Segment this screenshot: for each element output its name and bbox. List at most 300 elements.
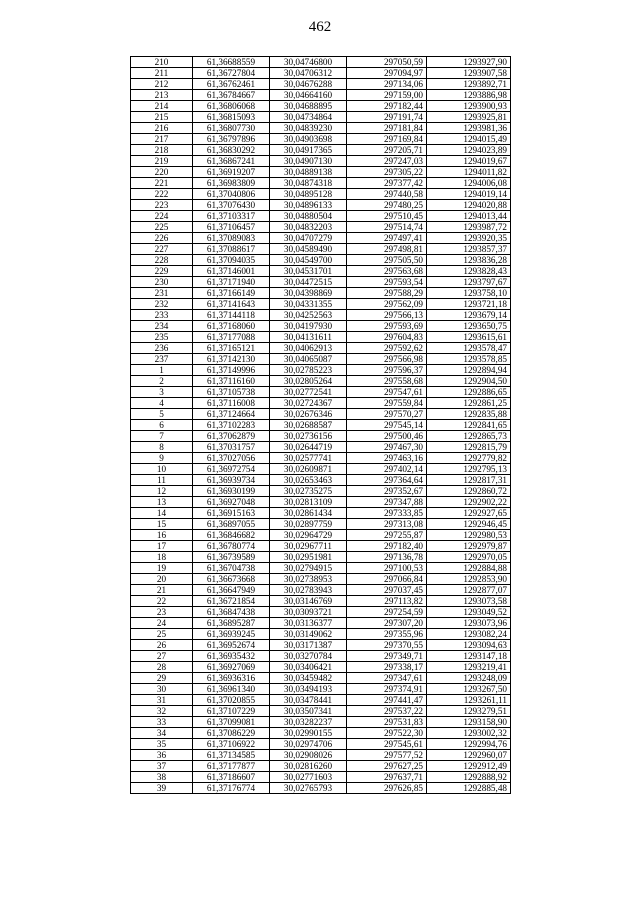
table-row — [131, 508, 511, 519]
table-row — [131, 486, 511, 497]
y-coordinate-cell: 1292817,31 — [427, 475, 511, 486]
point-number-cell: 14 — [131, 508, 193, 519]
latitude-cell: 61,37020855 — [193, 695, 270, 706]
latitude-cell: 61,37168060 — [193, 321, 270, 332]
longitude-cell: 30,04197930 — [270, 321, 347, 332]
x-coordinate-cell: 297254,59 — [347, 607, 427, 618]
x-coordinate-cell: 297522,30 — [347, 728, 427, 739]
longitude-cell: 30,02805264 — [270, 376, 347, 387]
latitude-cell: 61,37076430 — [193, 200, 270, 211]
table-row — [131, 596, 511, 607]
table-row — [131, 761, 511, 772]
latitude-cell: 61,36797896 — [193, 134, 270, 145]
table-row — [131, 684, 511, 695]
longitude-cell: 30,04252563 — [270, 310, 347, 321]
point-number-cell: 226 — [131, 233, 193, 244]
x-coordinate-cell: 297463,16 — [347, 453, 427, 464]
table-row — [131, 497, 511, 508]
y-coordinate-cell: 1292979,87 — [427, 541, 511, 552]
longitude-cell: 30,02964729 — [270, 530, 347, 541]
longitude-cell: 30,02772541 — [270, 387, 347, 398]
latitude-cell: 61,37099081 — [193, 717, 270, 728]
table-row — [131, 420, 511, 431]
y-coordinate-cell: 1293927,90 — [427, 57, 511, 68]
y-coordinate-cell: 1293650,75 — [427, 321, 511, 332]
point-number-cell: 23 — [131, 607, 193, 618]
point-number-cell: 219 — [131, 156, 193, 167]
table-row — [131, 211, 511, 222]
table-row — [131, 453, 511, 464]
table-row — [131, 409, 511, 420]
y-coordinate-cell: 1293828,43 — [427, 266, 511, 277]
table-row — [131, 167, 511, 178]
x-coordinate-cell: 297364,64 — [347, 475, 427, 486]
y-coordinate-cell: 1292877,07 — [427, 585, 511, 596]
longitude-cell: 30,02897759 — [270, 519, 347, 530]
longitude-cell: 30,02783943 — [270, 585, 347, 596]
x-coordinate-cell: 297374,91 — [347, 684, 427, 695]
table-row — [131, 464, 511, 475]
x-coordinate-cell: 297626,85 — [347, 783, 427, 794]
longitude-cell: 30,04531701 — [270, 266, 347, 277]
x-coordinate-cell: 297182,44 — [347, 101, 427, 112]
point-number-cell: 28 — [131, 662, 193, 673]
latitude-cell: 61,36867241 — [193, 156, 270, 167]
latitude-cell: 61,36972754 — [193, 464, 270, 475]
x-coordinate-cell: 297593,54 — [347, 277, 427, 288]
x-coordinate-cell: 297531,83 — [347, 717, 427, 728]
table-row — [131, 255, 511, 266]
point-number-cell: 227 — [131, 244, 193, 255]
x-coordinate-cell: 297566,98 — [347, 354, 427, 365]
table-row — [131, 431, 511, 442]
x-coordinate-cell: 297347,61 — [347, 673, 427, 684]
x-coordinate-cell: 297100,53 — [347, 563, 427, 574]
point-number-cell: 3 — [131, 387, 193, 398]
y-coordinate-cell: 1293857,37 — [427, 244, 511, 255]
coordinates-table — [130, 56, 511, 794]
longitude-cell: 30,04688895 — [270, 101, 347, 112]
latitude-cell: 61,37144118 — [193, 310, 270, 321]
point-number-cell: 36 — [131, 750, 193, 761]
x-coordinate-cell: 297545,61 — [347, 739, 427, 750]
latitude-cell: 61,37177877 — [193, 761, 270, 772]
latitude-cell: 61,37102283 — [193, 420, 270, 431]
x-coordinate-cell: 297440,58 — [347, 189, 427, 200]
table-row — [131, 277, 511, 288]
table-row — [131, 673, 511, 684]
latitude-cell: 61,36915163 — [193, 508, 270, 519]
longitude-cell: 30,02609871 — [270, 464, 347, 475]
point-number-cell: 21 — [131, 585, 193, 596]
x-coordinate-cell: 297604,83 — [347, 332, 427, 343]
longitude-cell: 30,02653463 — [270, 475, 347, 486]
point-number-cell: 17 — [131, 541, 193, 552]
y-coordinate-cell: 1294019,14 — [427, 189, 511, 200]
y-coordinate-cell: 1294011,82 — [427, 167, 511, 178]
table-row — [131, 189, 511, 200]
x-coordinate-cell: 297050,59 — [347, 57, 427, 68]
table-row — [131, 475, 511, 486]
y-coordinate-cell: 1293981,36 — [427, 123, 511, 134]
x-coordinate-cell: 297593,69 — [347, 321, 427, 332]
longitude-cell: 30,04907130 — [270, 156, 347, 167]
longitude-cell: 30,04706312 — [270, 68, 347, 79]
x-coordinate-cell: 297547,61 — [347, 387, 427, 398]
table-row — [131, 57, 511, 68]
longitude-cell: 30,02861434 — [270, 508, 347, 519]
point-number-cell: 5 — [131, 409, 193, 420]
longitude-cell: 30,04472515 — [270, 277, 347, 288]
latitude-cell: 61,37134585 — [193, 750, 270, 761]
x-coordinate-cell: 297338,17 — [347, 662, 427, 673]
latitude-cell: 61,36807730 — [193, 123, 270, 134]
latitude-cell: 61,36961340 — [193, 684, 270, 695]
y-coordinate-cell: 1292795,13 — [427, 464, 511, 475]
latitude-cell: 61,36983809 — [193, 178, 270, 189]
point-number-cell: 26 — [131, 640, 193, 651]
x-coordinate-cell: 297159,00 — [347, 90, 427, 101]
x-coordinate-cell: 297558,68 — [347, 376, 427, 387]
y-coordinate-cell: 1292865,73 — [427, 431, 511, 442]
point-number-cell: 221 — [131, 178, 193, 189]
x-coordinate-cell: 297255,87 — [347, 530, 427, 541]
longitude-cell: 30,04589490 — [270, 244, 347, 255]
longitude-cell: 30,04832203 — [270, 222, 347, 233]
latitude-cell: 61,36806068 — [193, 101, 270, 112]
point-number-cell: 24 — [131, 618, 193, 629]
y-coordinate-cell: 1292888,92 — [427, 772, 511, 783]
y-coordinate-cell: 1293679,14 — [427, 310, 511, 321]
x-coordinate-cell: 297402,14 — [347, 464, 427, 475]
longitude-cell: 30,04065087 — [270, 354, 347, 365]
latitude-cell: 61,36784667 — [193, 90, 270, 101]
y-coordinate-cell: 1292927,65 — [427, 508, 511, 519]
longitude-cell: 30,02785223 — [270, 365, 347, 376]
table-row — [131, 376, 511, 387]
x-coordinate-cell: 297169,84 — [347, 134, 427, 145]
point-number-cell: 213 — [131, 90, 193, 101]
table-row — [131, 387, 511, 398]
longitude-cell: 30,02735275 — [270, 486, 347, 497]
table-row — [131, 717, 511, 728]
table-row — [131, 134, 511, 145]
table-row — [131, 398, 511, 409]
longitude-cell: 30,02813109 — [270, 497, 347, 508]
latitude-cell: 61,36846682 — [193, 530, 270, 541]
latitude-cell: 61,36927048 — [193, 497, 270, 508]
table-row — [131, 222, 511, 233]
y-coordinate-cell: 1293925,81 — [427, 112, 511, 123]
latitude-cell: 61,37040806 — [193, 189, 270, 200]
point-number-cell: 16 — [131, 530, 193, 541]
x-coordinate-cell: 297094,97 — [347, 68, 427, 79]
latitude-cell: 61,37088617 — [193, 244, 270, 255]
latitude-cell: 61,37142130 — [193, 354, 270, 365]
latitude-cell: 61,36688559 — [193, 57, 270, 68]
y-coordinate-cell: 1292904,50 — [427, 376, 511, 387]
table-row — [131, 332, 511, 343]
longitude-cell: 30,03136377 — [270, 618, 347, 629]
x-coordinate-cell: 297566,13 — [347, 310, 427, 321]
longitude-cell: 30,04917365 — [270, 145, 347, 156]
point-number-cell: 35 — [131, 739, 193, 750]
point-number-cell: 214 — [131, 101, 193, 112]
longitude-cell: 30,04895128 — [270, 189, 347, 200]
y-coordinate-cell: 1293987,72 — [427, 222, 511, 233]
y-coordinate-cell: 1293248,09 — [427, 673, 511, 684]
longitude-cell: 30,02990155 — [270, 728, 347, 739]
longitude-cell: 30,03494193 — [270, 684, 347, 695]
coordinates-table-body — [131, 57, 511, 794]
point-number-cell: 29 — [131, 673, 193, 684]
y-coordinate-cell: 1292886,65 — [427, 387, 511, 398]
x-coordinate-cell: 297181,84 — [347, 123, 427, 134]
longitude-cell: 30,02577741 — [270, 453, 347, 464]
point-number-cell: 34 — [131, 728, 193, 739]
latitude-cell: 61,37177088 — [193, 332, 270, 343]
y-coordinate-cell: 1293002,32 — [427, 728, 511, 739]
point-number-cell: 235 — [131, 332, 193, 343]
x-coordinate-cell: 297637,71 — [347, 772, 427, 783]
point-number-cell: 13 — [131, 497, 193, 508]
point-number-cell: 225 — [131, 222, 193, 233]
longitude-cell: 30,04874318 — [270, 178, 347, 189]
point-number-cell: 30 — [131, 684, 193, 695]
y-coordinate-cell: 1293721,18 — [427, 299, 511, 310]
latitude-cell: 61,37086229 — [193, 728, 270, 739]
x-coordinate-cell: 297113,82 — [347, 596, 427, 607]
longitude-cell: 30,02794915 — [270, 563, 347, 574]
x-coordinate-cell: 297588,29 — [347, 288, 427, 299]
point-number-cell: 22 — [131, 596, 193, 607]
y-coordinate-cell: 1293073,96 — [427, 618, 511, 629]
latitude-cell: 61,36952674 — [193, 640, 270, 651]
y-coordinate-cell: 1293219,41 — [427, 662, 511, 673]
longitude-cell: 30,03270784 — [270, 651, 347, 662]
latitude-cell: 61,37166149 — [193, 288, 270, 299]
table-row — [131, 200, 511, 211]
latitude-cell: 61,37027056 — [193, 453, 270, 464]
latitude-cell: 61,36939245 — [193, 629, 270, 640]
table-row — [131, 750, 511, 761]
latitude-cell: 61,37149996 — [193, 365, 270, 376]
point-number-cell: 6 — [131, 420, 193, 431]
longitude-cell: 30,04903698 — [270, 134, 347, 145]
point-number-cell: 232 — [131, 299, 193, 310]
table-row — [131, 629, 511, 640]
latitude-cell: 61,36815093 — [193, 112, 270, 123]
y-coordinate-cell: 1293578,47 — [427, 343, 511, 354]
x-coordinate-cell: 297370,55 — [347, 640, 427, 651]
table-row — [131, 662, 511, 673]
latitude-cell: 61,36939734 — [193, 475, 270, 486]
point-number-cell: 39 — [131, 783, 193, 794]
latitude-cell: 61,37106922 — [193, 739, 270, 750]
table-row — [131, 530, 511, 541]
x-coordinate-cell: 297505,50 — [347, 255, 427, 266]
y-coordinate-cell: 1294006,08 — [427, 178, 511, 189]
table-row — [131, 178, 511, 189]
latitude-cell: 61,36727804 — [193, 68, 270, 79]
table-row — [131, 266, 511, 277]
latitude-cell: 61,36780774 — [193, 541, 270, 552]
table-row — [131, 299, 511, 310]
table-row — [131, 310, 511, 321]
y-coordinate-cell: 1292902,22 — [427, 497, 511, 508]
x-coordinate-cell: 297559,84 — [347, 398, 427, 409]
longitude-cell: 30,04062913 — [270, 343, 347, 354]
latitude-cell: 61,37106457 — [193, 222, 270, 233]
latitude-cell: 61,37062879 — [193, 431, 270, 442]
longitude-cell: 30,02816260 — [270, 761, 347, 772]
y-coordinate-cell: 1293073,58 — [427, 596, 511, 607]
latitude-cell: 61,36762461 — [193, 79, 270, 90]
point-number-cell: 231 — [131, 288, 193, 299]
latitude-cell: 61,37089083 — [193, 233, 270, 244]
x-coordinate-cell: 297333,85 — [347, 508, 427, 519]
point-number-cell: 8 — [131, 442, 193, 453]
longitude-cell: 30,03171387 — [270, 640, 347, 651]
y-coordinate-cell: 1293094,63 — [427, 640, 511, 651]
x-coordinate-cell: 297247,03 — [347, 156, 427, 167]
x-coordinate-cell: 297377,42 — [347, 178, 427, 189]
x-coordinate-cell: 297498,81 — [347, 244, 427, 255]
point-number-cell: 25 — [131, 629, 193, 640]
table-row — [131, 343, 511, 354]
latitude-cell: 61,36897055 — [193, 519, 270, 530]
point-number-cell: 223 — [131, 200, 193, 211]
y-coordinate-cell: 1292912,49 — [427, 761, 511, 772]
longitude-cell: 30,02908026 — [270, 750, 347, 761]
y-coordinate-cell: 1293578,85 — [427, 354, 511, 365]
y-coordinate-cell: 1292994,76 — [427, 739, 511, 750]
table-row — [131, 695, 511, 706]
y-coordinate-cell: 1292946,45 — [427, 519, 511, 530]
x-coordinate-cell: 297562,09 — [347, 299, 427, 310]
point-number-cell: 9 — [131, 453, 193, 464]
latitude-cell: 61,37105738 — [193, 387, 270, 398]
table-row — [131, 519, 511, 530]
y-coordinate-cell: 1292960,07 — [427, 750, 511, 761]
longitude-cell: 30,04676288 — [270, 79, 347, 90]
y-coordinate-cell: 1293886,98 — [427, 90, 511, 101]
y-coordinate-cell: 1293261,11 — [427, 695, 511, 706]
latitude-cell: 61,37165121 — [193, 343, 270, 354]
y-coordinate-cell: 1294019,67 — [427, 156, 511, 167]
latitude-cell: 61,36830292 — [193, 145, 270, 156]
x-coordinate-cell: 297313,08 — [347, 519, 427, 530]
point-number-cell: 210 — [131, 57, 193, 68]
latitude-cell: 61,37176774 — [193, 783, 270, 794]
latitude-cell: 61,36704738 — [193, 563, 270, 574]
table-row — [131, 728, 511, 739]
longitude-cell: 30,04549700 — [270, 255, 347, 266]
table-row — [131, 640, 511, 651]
latitude-cell: 61,36930199 — [193, 486, 270, 497]
y-coordinate-cell: 1292841,65 — [427, 420, 511, 431]
x-coordinate-cell: 297510,45 — [347, 211, 427, 222]
x-coordinate-cell: 297500,46 — [347, 431, 427, 442]
y-coordinate-cell: 1293279,51 — [427, 706, 511, 717]
point-number-cell: 7 — [131, 431, 193, 442]
longitude-cell: 30,02724367 — [270, 398, 347, 409]
x-coordinate-cell: 297305,22 — [347, 167, 427, 178]
point-number-cell: 19 — [131, 563, 193, 574]
x-coordinate-cell: 297136,78 — [347, 552, 427, 563]
point-number-cell: 233 — [131, 310, 193, 321]
longitude-cell: 30,02736156 — [270, 431, 347, 442]
latitude-cell: 61,37186607 — [193, 772, 270, 783]
point-number-cell: 216 — [131, 123, 193, 134]
point-number-cell: 230 — [131, 277, 193, 288]
y-coordinate-cell: 1293892,71 — [427, 79, 511, 90]
latitude-cell: 61,36721854 — [193, 596, 270, 607]
table-row — [131, 541, 511, 552]
table-row — [131, 354, 511, 365]
latitude-cell: 61,36673668 — [193, 574, 270, 585]
longitude-cell: 30,02676346 — [270, 409, 347, 420]
x-coordinate-cell: 297182,40 — [347, 541, 427, 552]
latitude-cell: 61,37171940 — [193, 277, 270, 288]
y-coordinate-cell: 1293836,28 — [427, 255, 511, 266]
y-coordinate-cell: 1292980,53 — [427, 530, 511, 541]
point-number-cell: 220 — [131, 167, 193, 178]
y-coordinate-cell: 1294013,44 — [427, 211, 511, 222]
table-row — [131, 772, 511, 783]
longitude-cell: 30,04734864 — [270, 112, 347, 123]
latitude-cell: 61,37141643 — [193, 299, 270, 310]
x-coordinate-cell: 297349,71 — [347, 651, 427, 662]
x-coordinate-cell: 297066,84 — [347, 574, 427, 585]
table-row — [131, 233, 511, 244]
longitude-cell: 30,04131611 — [270, 332, 347, 343]
x-coordinate-cell: 297563,68 — [347, 266, 427, 277]
x-coordinate-cell: 297347,88 — [347, 497, 427, 508]
y-coordinate-cell: 1293049,52 — [427, 607, 511, 618]
longitude-cell: 30,04746800 — [270, 57, 347, 68]
y-coordinate-cell: 1293158,90 — [427, 717, 511, 728]
table-row — [131, 706, 511, 717]
longitude-cell: 30,02644719 — [270, 442, 347, 453]
longitude-cell: 30,04889138 — [270, 167, 347, 178]
point-number-cell: 2 — [131, 376, 193, 387]
longitude-cell: 30,02738953 — [270, 574, 347, 585]
y-coordinate-cell: 1293615,61 — [427, 332, 511, 343]
longitude-cell: 30,03459482 — [270, 673, 347, 684]
latitude-cell: 61,37116008 — [193, 398, 270, 409]
latitude-cell: 61,36647949 — [193, 585, 270, 596]
table-row — [131, 79, 511, 90]
x-coordinate-cell: 297205,71 — [347, 145, 427, 156]
latitude-cell: 61,36919207 — [193, 167, 270, 178]
point-number-cell: 236 — [131, 343, 193, 354]
point-number-cell: 31 — [131, 695, 193, 706]
latitude-cell: 61,37031757 — [193, 442, 270, 453]
x-coordinate-cell: 297497,41 — [347, 233, 427, 244]
y-coordinate-cell: 1292884,88 — [427, 563, 511, 574]
point-number-cell: 222 — [131, 189, 193, 200]
table-row — [131, 552, 511, 563]
y-coordinate-cell: 1293900,93 — [427, 101, 511, 112]
point-number-cell: 1 — [131, 365, 193, 376]
y-coordinate-cell: 1292860,72 — [427, 486, 511, 497]
point-number-cell: 11 — [131, 475, 193, 486]
x-coordinate-cell: 297545,14 — [347, 420, 427, 431]
point-number-cell: 218 — [131, 145, 193, 156]
longitude-cell: 30,02951981 — [270, 552, 347, 563]
point-number-cell: 10 — [131, 464, 193, 475]
